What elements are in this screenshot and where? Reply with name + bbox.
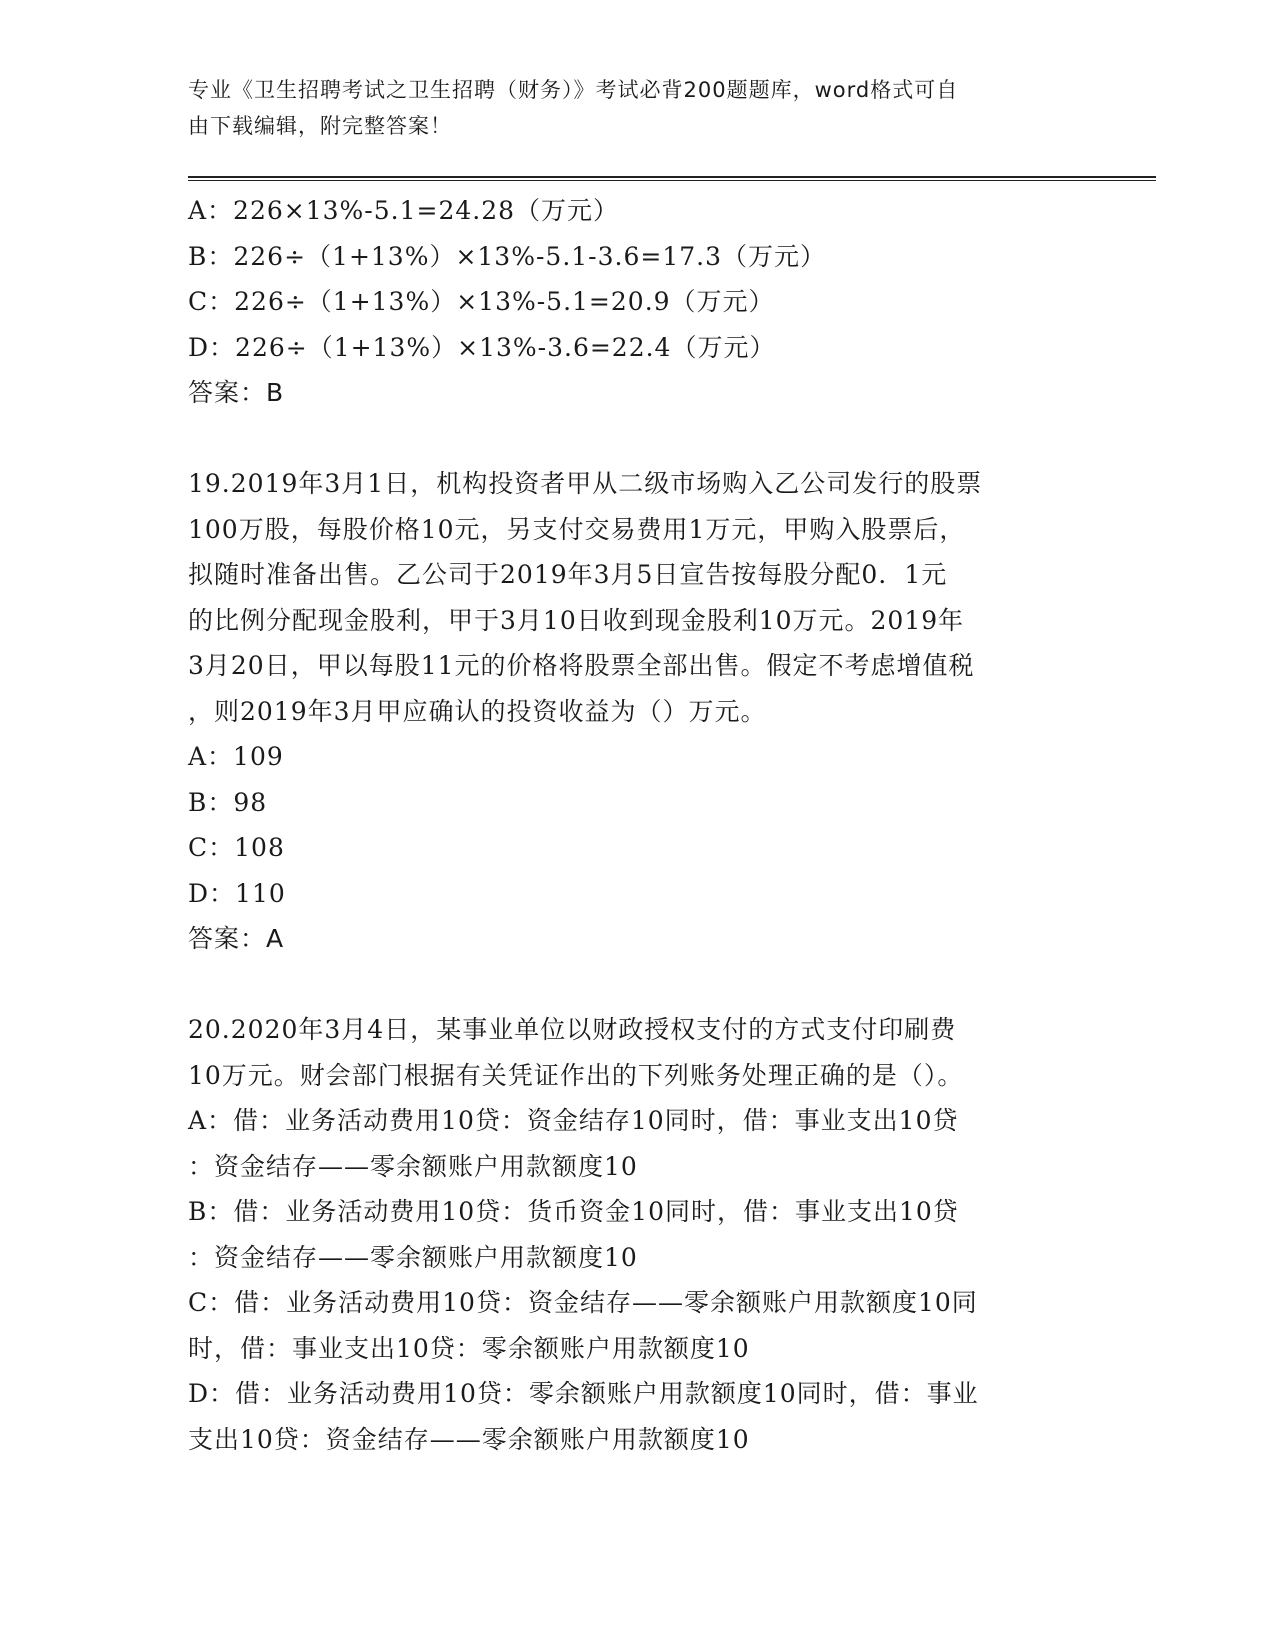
option-d: D：借：业务活动费用10贷：零余额账户用款额度10同时，借：事业 xyxy=(188,1379,979,1408)
question-20 xyxy=(188,1007,1088,1462)
answer: 答案：A xyxy=(188,924,285,953)
question-text-line: 19.2019年3月1日，机构投资者甲从二级市场购入乙公司发行的股票 xyxy=(188,469,983,498)
option-b: B：226÷（1+13%）×13%-5.1-3.6=17.3（万元） xyxy=(188,241,826,271)
option-c: C：借：业务活动费用10贷：资金结存——零余额账户用款额度10同 xyxy=(188,1288,978,1317)
option-a: A：借：业务活动费用10贷：资金结存10同时，借：事业支出10贷 xyxy=(188,1106,959,1135)
spacer xyxy=(188,962,1088,1008)
prev-question-options xyxy=(188,188,1088,416)
question-text-line: 3月20日，甲以每股11元的价格将股票全部出售。假定不考虑增值税 xyxy=(188,651,975,680)
option-c-continued: 时，借：事业支出10贷：零余额账户用款额度10 xyxy=(188,1333,750,1363)
option-d-continued: 支出10贷：资金结存——零余额账户用款额度10 xyxy=(188,1424,750,1454)
question-text-line: 10万元。财会部门根据有关凭证作出的下列账务处理正确的是（）。 xyxy=(188,1060,964,1090)
option-c: C：108 xyxy=(188,833,285,862)
header-divider xyxy=(188,176,1156,181)
document-header xyxy=(188,72,1088,144)
question-text-line: 的比例分配现金股利，甲于3月10日收到现金股利10万元。2019年 xyxy=(188,605,965,635)
option-c: C：226÷（1+13%）×13%-5.1=20.9（万元） xyxy=(188,287,775,316)
option-b-continued: ：资金结存——零余额账户用款额度10 xyxy=(188,1242,638,1272)
option-b: B：98 xyxy=(188,787,268,817)
answer: 答案：B xyxy=(188,378,285,407)
question-text-line: 100万股，每股价格10元，另支付交易费用1万元，甲购入股票后， xyxy=(188,514,966,544)
question-text-line: 20.2020年3月4日，某事业单位以财政授权支付的方式支付印刷费 xyxy=(188,1015,957,1044)
option-d: D：110 xyxy=(188,878,286,908)
header-line-2: 由下载编辑，附完整答案！ xyxy=(188,114,452,138)
option-b: B：借：业务活动费用10贷：货币资金10同时，借：事业支出10贷 xyxy=(188,1197,959,1226)
option-a-continued: ：资金结存——零余额账户用款额度10 xyxy=(188,1151,638,1181)
question-text-line: 拟随时准备出售。乙公司于2019年3月5日宣告按每股分配0．1元 xyxy=(188,560,948,589)
spacer xyxy=(188,416,1088,462)
question-19 xyxy=(188,461,1088,962)
header-line-1: 专业《卫生招聘考试之卫生招聘（财务）》考试必背200题题库，word格式可自 xyxy=(188,78,959,102)
option-a: A：226×13%-5.1=24.28（万元） xyxy=(188,196,620,225)
option-a: A：109 xyxy=(188,742,284,771)
document-body xyxy=(188,188,1088,1462)
question-text-line: ，则2019年3月甲应确认的投资收益为（）万元。 xyxy=(188,696,767,726)
option-d: D：226÷（1+13%）×13%-3.6=22.4（万元） xyxy=(188,332,776,362)
